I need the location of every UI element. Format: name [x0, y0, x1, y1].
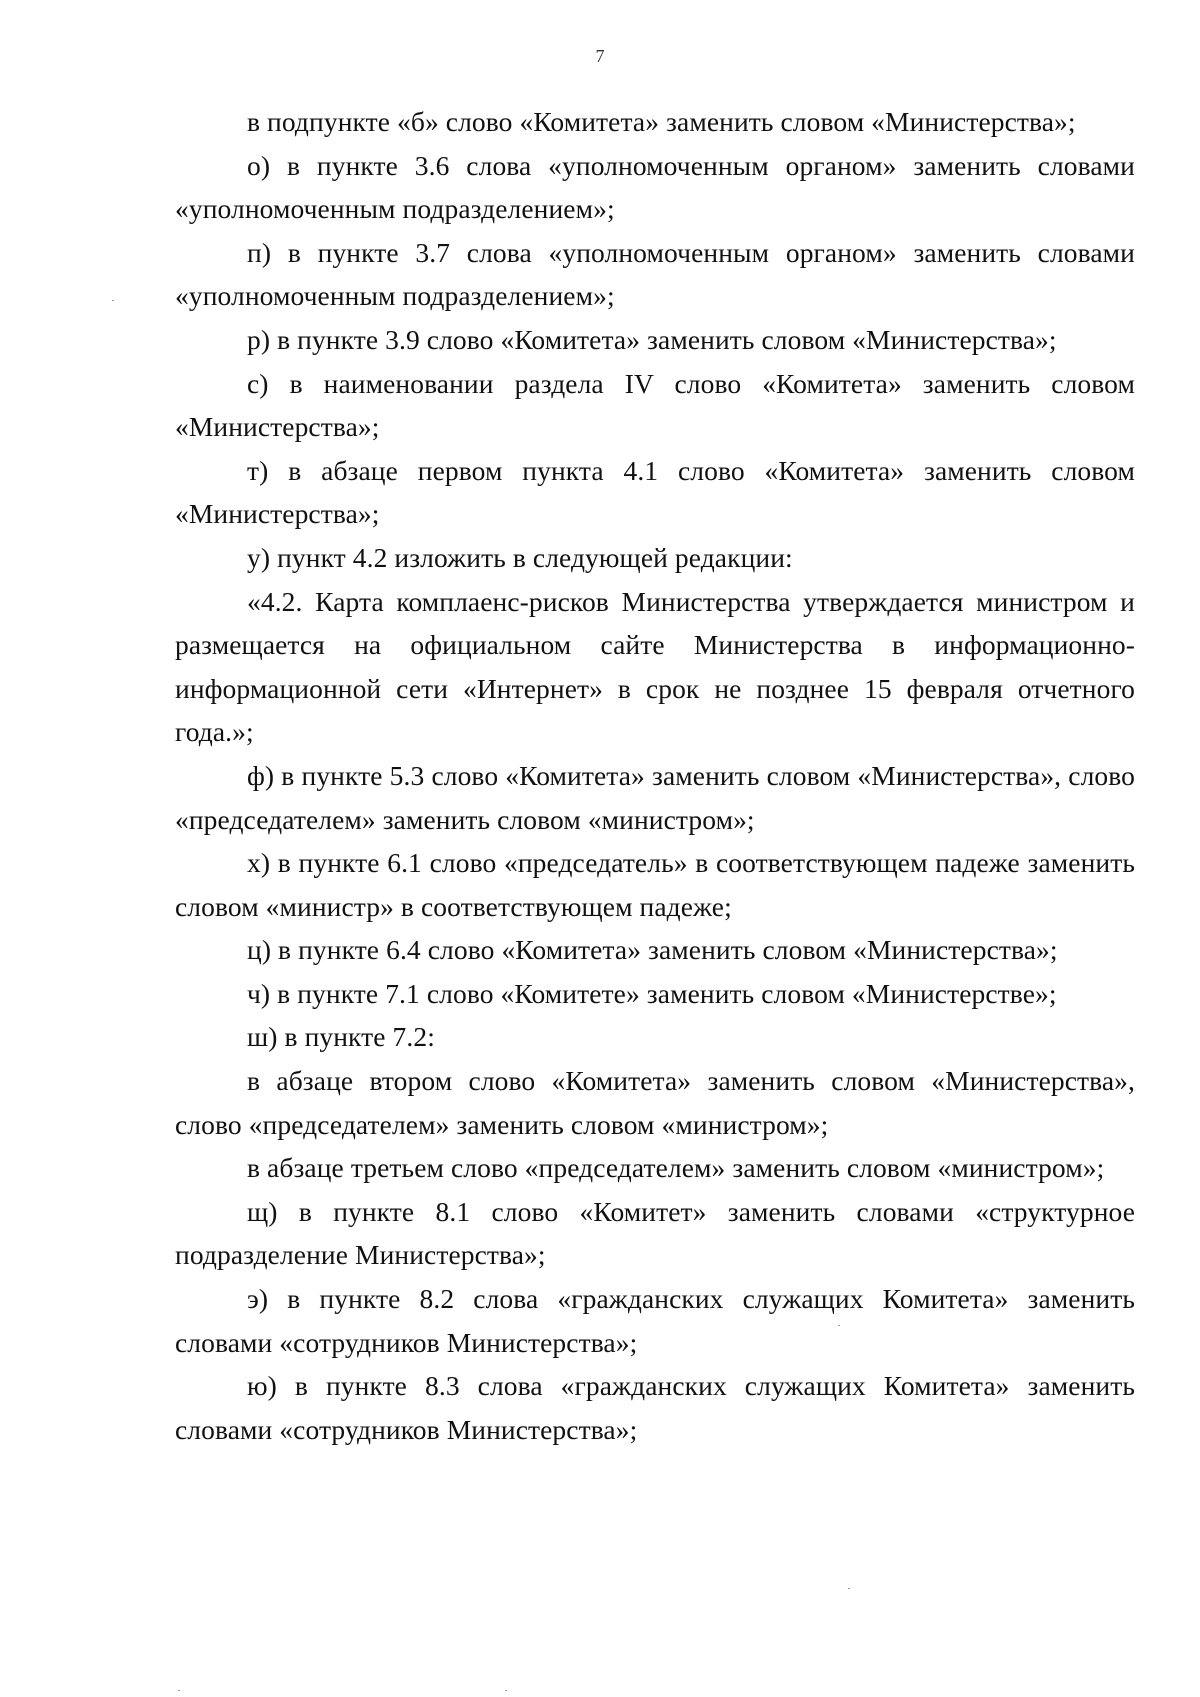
scan-speck — [112, 300, 114, 301]
page-number: 7 — [595, 46, 605, 66]
paragraph: ш) в пункте 7.2: — [247, 1021, 435, 1053]
paragraph: щ) в пункте 8.1 слово «Комитет» заменить словами «структурное подразделение Министерства»; — [175, 1195, 1135, 1271]
paragraph: в абзаце третьем слово «председателем» заменить словом «министром»; — [247, 1152, 1105, 1184]
paragraph: э) в пункте 8.2 слова «гражданских служащих Комитета» заменить словами «сотрудников Министерства»; — [175, 1283, 1135, 1358]
paragraph: ч) в пункте 7.1 слово «Комитете» заменить словом «Министерстве»; — [247, 977, 1057, 1009]
document-body — [175, 100, 1135, 1451]
paragraph: о) в пункте 3.6 слова «уполномоченным органом» заменить словами «уполномоченным подразделением»; — [175, 149, 1135, 225]
scan-speck — [848, 1588, 850, 1589]
paragraph: с) в наименовании раздела IV слово «Комитета» заменить словом «Министерства»; — [175, 367, 1135, 443]
paragraph: п) в пункте 3.7 слова «уполномоченным органом» заменить словами «уполномоченным подразделением»; — [175, 236, 1135, 312]
paragraph: у) пункт 4.2 изложить в следующей редакции: — [247, 541, 793, 573]
paragraph: «4.2. Карта комплаенс-рисков Министерства утверждается министром и размещается на официальном сайте Министерства в информационно-информационной сети «Интернет» в срок не позднее 15 февраля отчетного года.»; — [175, 585, 1135, 748]
paragraph: ю) в пункте 8.3 слова «гражданских служащих Комитета» заменить словами «сотрудников Министерства»; — [175, 1370, 1135, 1445]
paragraph: ф) в пункте 5.3 слово «Комитета» заменить словом «Министерства», слово «председателем» заменить словом «министром»; — [175, 759, 1135, 835]
paragraph: р) в пункте 3.9 слово «Комитета» заменить словом «Министерства»; — [247, 323, 1057, 355]
paragraph: в абзаце втором слово «Комитета» заменить словом «Министерства», слово «председателем» заменить словом «министром»; — [175, 1065, 1135, 1140]
scan-speck — [505, 1690, 507, 1691]
scan-speck — [178, 1690, 180, 1691]
scan-speck — [838, 1325, 840, 1326]
paragraph: в подпункте «б» слово «Комитета» заменить словом «Министерства»; — [247, 106, 1076, 137]
paragraph: т) в абзаце первом пункта 4.1 слово «Комитета» заменить словом «Министерства»; — [175, 454, 1135, 530]
paragraph: х) в пункте 6.1 слово «председатель» в соответствующем падеже заменить словом «министр» в соответствующем падеже; — [175, 847, 1135, 922]
paragraph: ц) в пункте 6.4 слово «Комитета» заменить словом «Министерства»; — [247, 934, 1058, 966]
